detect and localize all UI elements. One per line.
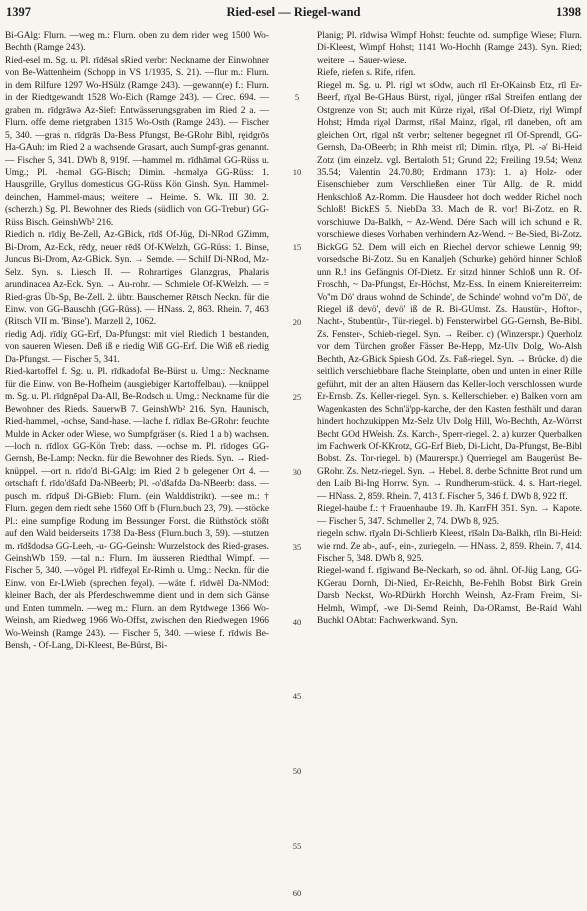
- line-number: 15: [292, 242, 302, 252]
- line-number: 45: [292, 691, 302, 701]
- page-number-left: 1397: [6, 5, 31, 19]
- entry-paragraph: Planig; Pl. rīdwisə Wimpf Hohst: feuchte od. sumpfige Wiese; Flurn. Di-Kleest, Wimpf Hohst; 1141 Wo-Hochh (Ramge 243). Syn. Ried; weitere → Sauer-wiese.: [317, 31, 582, 66]
- entry-paragraph: Riegel-haube f.: † Frauenhaube 19. Jh. KarrFH 351. Syn. → Kapote. — Fischer 5, 347. Schmeller 2, 74. DWb 8, 925.: [317, 504, 582, 527]
- line-number: 50: [292, 766, 302, 776]
- line-number: 25: [292, 392, 302, 402]
- line-number: 30: [292, 467, 302, 477]
- entry-paragraph: Riedich n. rīdiχ Be-Zell, Az-GBick, rīdš Of-Jüg, Di-NRod GZimm, Bi-Drom, Az-Eck, rēdχ, neuer rēdš Of-KWelzh, GG-Rüss: 1. Binse, Juncus Bi-Drom, Az-GBick. Syn. → Semde. — Schilf Di-NRod, Mz-Selz. Syn. s. Liesch II. — Rohrartiges Glanzgras, Phalaris arundinacea Az-Eck. Syn. → Au-rohr. — Schmiele Of-KWelzh. — = Ried-gras Üb-Sp, Be-Zell. 2. übtr. Bauschemer Rētsch Neckn. für die Einw. von GG-Bauschh (GG-Rüss). — HNass. 2, 863. Rhein. 7, 463 (Ritsch VII m. 'Binse'). Marzell 2, 1062.: [5, 230, 269, 328]
- entry-paragraph: Ried-esel m. Sg. u. Pl. rīdēsəl sRied verbr: Neckname der Einwohner von Be-Wattenheim (Schopp in VS 1/1935, S. 21). —flur m.: Flurn. in dem Rilfure 1297 Wo-HSülz (Ramge 243). —gewann(e) f.: Flurn. in der Riedtgewandt 1528 Wo-Eich (Ramge 243). — Crec. 694. —graben m. rīdgrāwə Az-Sief: Entwässerungsgraben im Ried 2 a. — Flurn. offe deme rietgraben 1315 Wo-Osth (Ramge 243). — Fischer 5, 340. —gras n. rīdgrās Da-Bess Pfungst, Be-GRohr Bibl, ręidgrōs Ha-GAuh: im Ried 2 a wachsende Grasart, auch Sumpf-gras genannt. — Fischer 5, 341. DWb 8, 919f. —hammel m. rīdhāməl GG-Rüss u. Umg.; Pl. -hɛməl GG-Bisch; Dimin. -hɛmǝlχə GG-Rüss: 1. Hausgrille, Gryllus domesticus GG-Rüss Kön Ginsh. Syn. Hammel-deinchen, Hammel-maus; weitere → Heime. S. Wk. III 30. 2. (scherzh.) Sg. Pl. Bewohner des Rieds (südlich von GG-Trebur) GG-Rüss Bisch. GeinshWb² 216.: [5, 55, 269, 228]
- line-number: 20: [292, 317, 302, 327]
- entry-paragraph: riegeln schw. rīχəln Di-Schlierb Kleest, rīšəln Da-Balkh, rīln Bi-Heid: wie rnd. Ze ab-, auf-, ein-, zuriegeln. — HNass. 2, 859. Rhein. 7, 414. Fischer 5, 348. DWb 8, 925.: [317, 529, 582, 565]
- entry-paragraph: Ried-kartoffel f. Sg. u. Pl. rīdkadofəl Be-Bürst u. Umg.: Neckname für die Einw. von Be-Hofheim (ausgiebiger Kartoffelbau). —knüppel m. Sg. u. Pl. rīdgnēpəl Da-All, Be-Rodsch u. Umg.: Neckname für die Bewohner des Rieds. SauerwB 7. GeinshWb² 216. Syn. Haunisch, Ried-hammel, -ochse, Sand-hase. —lache f. rīdlax Be-GRohr: feuchte Mulde in Acker oder Wiese, wo Sumpfgräser (s. Ried 1 a b) wachsen. —loch n. rīdlox GG-Kön Treb: dass. —ochse m. Pl. rīdoges GG-Gernsh, Be-Lamp: Neckn. für die Bewohner des Rieds. Syn. → Ried-knüppel. —ort n. rīdo'd Bi-GAlg: im Ried 2 b gelegener Ort 4. —ortschaft f. rīdo'dšafd Da-NBeerb; Pl. -o'dšafdə Da-NBeerb: dass. —pusch m. rīdpuš Di-GBieb: Flurn. (ein Walddistrikt). —see m.: † Flurn. gegen dem riedt sehe 1560 Off b (Flurn.buch 23, 79). —stöcke Pl.: eine sumpfige Rodung im Bessunger Forst. die Rüthstöck stößt auf den Wald beiderseits 1738 Da-Bess (Flurn.buch 3, 59). —stutzen m. rīdšdodsə GG-Leeh, -u- GG-Geinsh: Wurzelstock des Ried-grases. GeinshWb 159. —tal n.: Flurn. Im äusseren Riedthal Wimpf. — Fischer 5, 340. —vögel Pl. rīdfeχəl Er-Rimh u. Umg.: Neckn. für die Einw. von Er-LWieb (sprechen feχəl). —wäte f. rīdwēl Da-NMod: kleiner Bach, der als Pferdeschwemme dient und in dem sich Gänse und Enten tummeln. —weg m.: Flurn. an dem Rytdwege 1366 Wo-Weinsh, am Riedweg 1966 Wo-Offst, zwischen den Riedwegen 1966 Wo-Weinsh (Ramge 243). — Fischer 5, 340. —wiese f. rīdwis Be-Bensh, - Of-Lang, Di-Kleest, Be-Bürst, Bi-: [5, 367, 269, 652]
- entry-paragraph: Riefe, riefen s. Rife, rifen.: [317, 68, 416, 79]
- entry-paragraph: Riegel m. Sg. u. Pl. rigl wt sOdw, auch rīl Er-OKainsb Etz, rīl Er-Beerf, rīχəl Be-GHaus Bürst, riχəl, jünger rīšəl Streifen entlang der Ostgrenze von St; auch mit Kürze riχəl, rīšəl Of-Dietz, riχl Wimpf Hohst; Hmda riχəl Darmst, rīšəl Mainz, rīgəl, rīl daneben, oft am gleichen Ort, rīgəl nšt verbr; seltener begegnet rīl Of-Sprendl, GG-Gernsh, Da-OBeerb; in Rhh meist rīl; Dimin. rīlχə, Pl. -ə' Bi-Heid Zotz (im einzelz. vgl. Bertaloth 51; Grund 22; Freiling 19.54; Wenz 35.54; Valentin 24.70.80; Erdmann 173): 1. a) Holz- oder Eisenschieber zum Verschließen einer Tür Allg. de R. midd Henkschloß Az-Romm. Die Hausdeer hot doch wedder Richel noch Schloß! BickES 5. NiebDa 33. Mach de R. vor! Bi-Zotz. en R. vorschiuwe Da-Balkh, ~ Az-Wend. Dére Sach will ich schund e R. vorschiewe dieses Vorhaben verhindern Az-Wend. ~ Be-Sied, Bi-Zotz. BickGG 52. Dem will eich en Riechel dervor schiewe Lennig 99; vorsedsche Bi-Zotz. Su en Kanaljeh (Schurke) gehörd hinner Schloß unn R.! ins Gefängnis Of-Dietz. Er sitzd hinner Schloß unn R. Of-Froschh, ~ Da-Pfungst, Er-Höchst, Mz-Ess. In einem Kniereiterreim: Vo''m Dö' draus wohnd de Schinde', de Schinde' wohnd vo''m Dö', de Riegel iß devö', devö' iß de R. Bi-GUmst. Zs. Haustür-, Hoftor-, Nacht-, Stubentür-, Tür-riegel. b) Fensterwirbel GG-Gernsh, Be-Bibl. Zs. Fenster-, Schieb-riegel. Syn. → Reiber. c) (Winzerspr.) Querholz vor dem Türchen großer Fässer Be-Hepp, Mz-Ulv Dolg, Wo-Alsh Bechth, Az-GBick Spiesh GOd. Zs. Faß-riegel. Syn. → Brücke. d) die seitlich verschiebbare flache Steinplatte, oben und unten in einer Rille geführt, mit der an alten Häusern das Keller-loch verschlossen wurde Er-Ernsb. Zs. Keller-riegel. Syn. s. Kellerschieber. e) Balken vorn am Wagenkasten des Schn'ä'pp-karche, der den Kasten festhält und daran hindert hochzukippen Mz-Selz Ulv Dolg Hill, Wo-Bechth, Az-Wörrst Becht GOd HWeish. Zs. Karch-, Sperr-riegel. 2. a) kurzer Querbalken im Fachwerk Of-KKrotz, GG-Erf Bieb, Di-Licht, Da-Pfungst, Be-Bibl Bobst. Zs. Tor-riegel. b) (Maurerspr.) Querriegel am Baugerüst Be-GRohr. Zs. Netz-riegel. Syn. → Hebel. 8. derbe Schnitte Brot rund um den Laib Bi-Ing Horrw. Syn. → Rundherum-stück. 4. s. Hart-riegel. — HNass. 2, 859. Rhein. 7, 413 f. Fischer 5, 346 f. DWb 8, 922 ff.: [317, 80, 582, 502]
- entry-paragraph: Riegel-wand f. rīgiwand Be-Neckarh, so od. ähnl. Of-Jüg Lang, GG-KGerau Dornh, Di-Nied, Er-Reichh, Be-Fehlh Bobst Birk Grein Darsb Neckst, Wo-RDürkh Horchh Weinsh, Az-Fram Freim, Si-Helmh, Wimpf, -we Di-Semd Reinh, Da-ORamst, Be-Raid Wahl Buchkl OAbtat: Fachwerkwand. Syn.: [317, 566, 582, 627]
- line-number: 55: [292, 841, 302, 851]
- entry-paragraph: Bi-GAlg: Flurn. —weg m.: Flurn. oben zu dem rider weg 1500 Wo-Bechth (Ramge 243).: [5, 31, 269, 54]
- line-number: 35: [292, 542, 302, 552]
- page-header: [6, 5, 581, 25]
- entry-paragraph: riedig Adj. rīdiχ GG-Erf, Da-Pfungst: mit viel Riedich 1 bestanden, von saueren Wiesen. Deß iß e riedig Wiß GG-Erf. Die Wiß eß riedig Da-Pfungst. — Fischer 5, 341.: [5, 329, 269, 365]
- line-number: 5: [294, 92, 300, 102]
- page-number-right: 1398: [555, 5, 581, 19]
- line-number: 60: [292, 888, 302, 898]
- left-column: [5, 30, 269, 653]
- right-column: [317, 30, 582, 628]
- running-title: Ried-esel — Riegel-wand: [226, 5, 361, 19]
- line-number: 10: [292, 167, 302, 177]
- line-number: 40: [292, 617, 302, 627]
